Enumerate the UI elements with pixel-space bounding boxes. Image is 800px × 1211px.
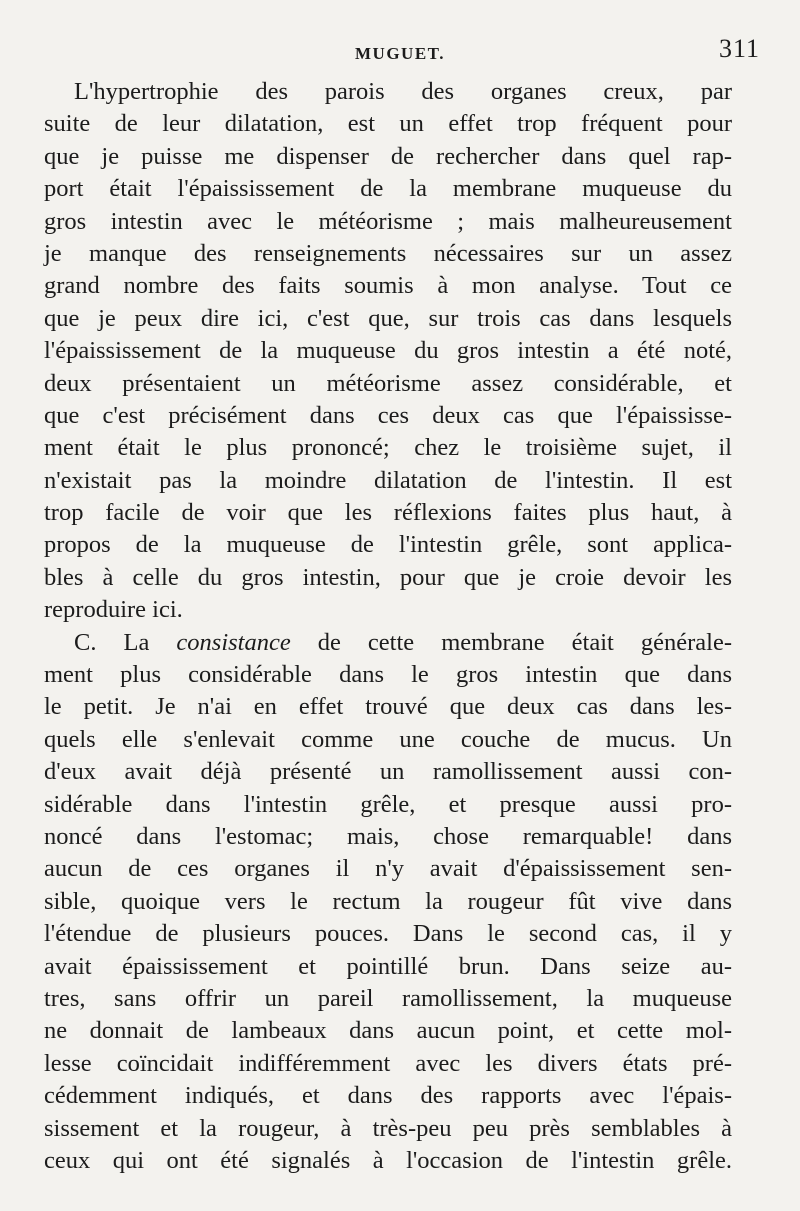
- text-line: ment était le plus prononcé; chez le troisième sujet, il: [44, 434, 732, 462]
- running-head: MUGUET.: [355, 44, 445, 63]
- text-line: n'existait pas la moindre dilatation de l'intestin. Il est: [44, 466, 732, 494]
- text-line: je manque des renseignements nécessaires sur un assez: [44, 239, 732, 267]
- text-line: l'étendue de plusieurs pouces. Dans le second cas, il y: [44, 920, 732, 948]
- text-line: d'eux avait déjà présenté un ramollissement aussi con-: [44, 758, 732, 786]
- text-line: reproduire ici.: [44, 596, 183, 624]
- text-line: quels elle s'enlevait comme une couche de mucus. Un: [44, 725, 732, 753]
- text-line: deux présentaient un météorisme assez considérable, et: [44, 369, 732, 397]
- text-line: suite de leur dilatation, est un effet trop fréquent pour: [44, 110, 732, 138]
- text-line: lesse coïncidait indifféremment avec les divers états pré-: [44, 1049, 732, 1077]
- text-line: L'hypertrophie des parois des organes creux, par: [74, 78, 732, 105]
- text-line: grand nombre des faits soumis à mon analyse. Tout ce: [44, 272, 732, 300]
- text-line: que je puisse me dispenser de rechercher dans quel rap-: [44, 142, 732, 170]
- text-line: sible, quoique vers le rectum la rougeur fût vive dans: [44, 887, 732, 915]
- text-line: aucun de ces organes il n'y avait d'épaississement sen-: [44, 855, 732, 883]
- text-line: l'épaississement de la muqueuse du gros intestin a été noté,: [44, 337, 732, 365]
- lead-in-line: [44, 627, 732, 659]
- text-line: bles à celle du gros intestin, pour que je croie devoir les: [44, 563, 732, 591]
- text-line: sidérable dans l'intestin grêle, et presque aussi pro-: [44, 790, 732, 818]
- text-line: trop facile de voir que les réflexions faites plus haut, à: [44, 499, 732, 527]
- lead-in-prefix: C. La: [74, 628, 177, 656]
- text-line: ment plus considérable dans le gros intestin que dans: [44, 661, 732, 689]
- text-line: propos de la muqueuse de l'intestin grêle, sont applica-: [44, 531, 732, 559]
- text-line: ne donnait de lambeaux dans aucun point, et cette mol-: [44, 1017, 732, 1045]
- text-line: cédemment indiqués, et dans des rapports avec l'épais-: [44, 1082, 732, 1110]
- text-line: gros intestin avec le météorisme ; mais malheureusement: [44, 207, 732, 235]
- text-line: que je peux dire ici, c'est que, sur trois cas dans lesquels: [44, 304, 732, 332]
- text-line: ceux qui ont été signalés à l'occasion de l'intestin grêle.: [44, 1146, 732, 1174]
- text-line: port était l'épaississement de la membrane muqueuse du: [44, 175, 732, 203]
- page-number: 311: [718, 34, 760, 63]
- lead-in-suffix: de cette membrane était générale-: [290, 628, 732, 656]
- body-text: [44, 76, 732, 1177]
- text-line: avait épaississement et pointillé brun. Dans seize au-: [44, 952, 732, 980]
- text-line: sissement et la rougeur, à très-peu peu près semblables à: [44, 1114, 732, 1142]
- paragraph-2: [44, 627, 732, 1178]
- paragraph-1: [44, 76, 732, 627]
- text-line: le petit. Je n'ai en effet trouvé que deux cas dans les-: [44, 693, 732, 721]
- page-header: [40, 34, 760, 74]
- lead-in-italic: consistance: [176, 628, 291, 656]
- text-line: noncé dans l'estomac; mais, chose remarquable! dans: [44, 822, 732, 850]
- text-line: que c'est précisément dans ces deux cas que l'épaississe-: [44, 401, 732, 429]
- text-line: tres, sans offrir un pareil ramollissement, la muqueuse: [44, 984, 732, 1012]
